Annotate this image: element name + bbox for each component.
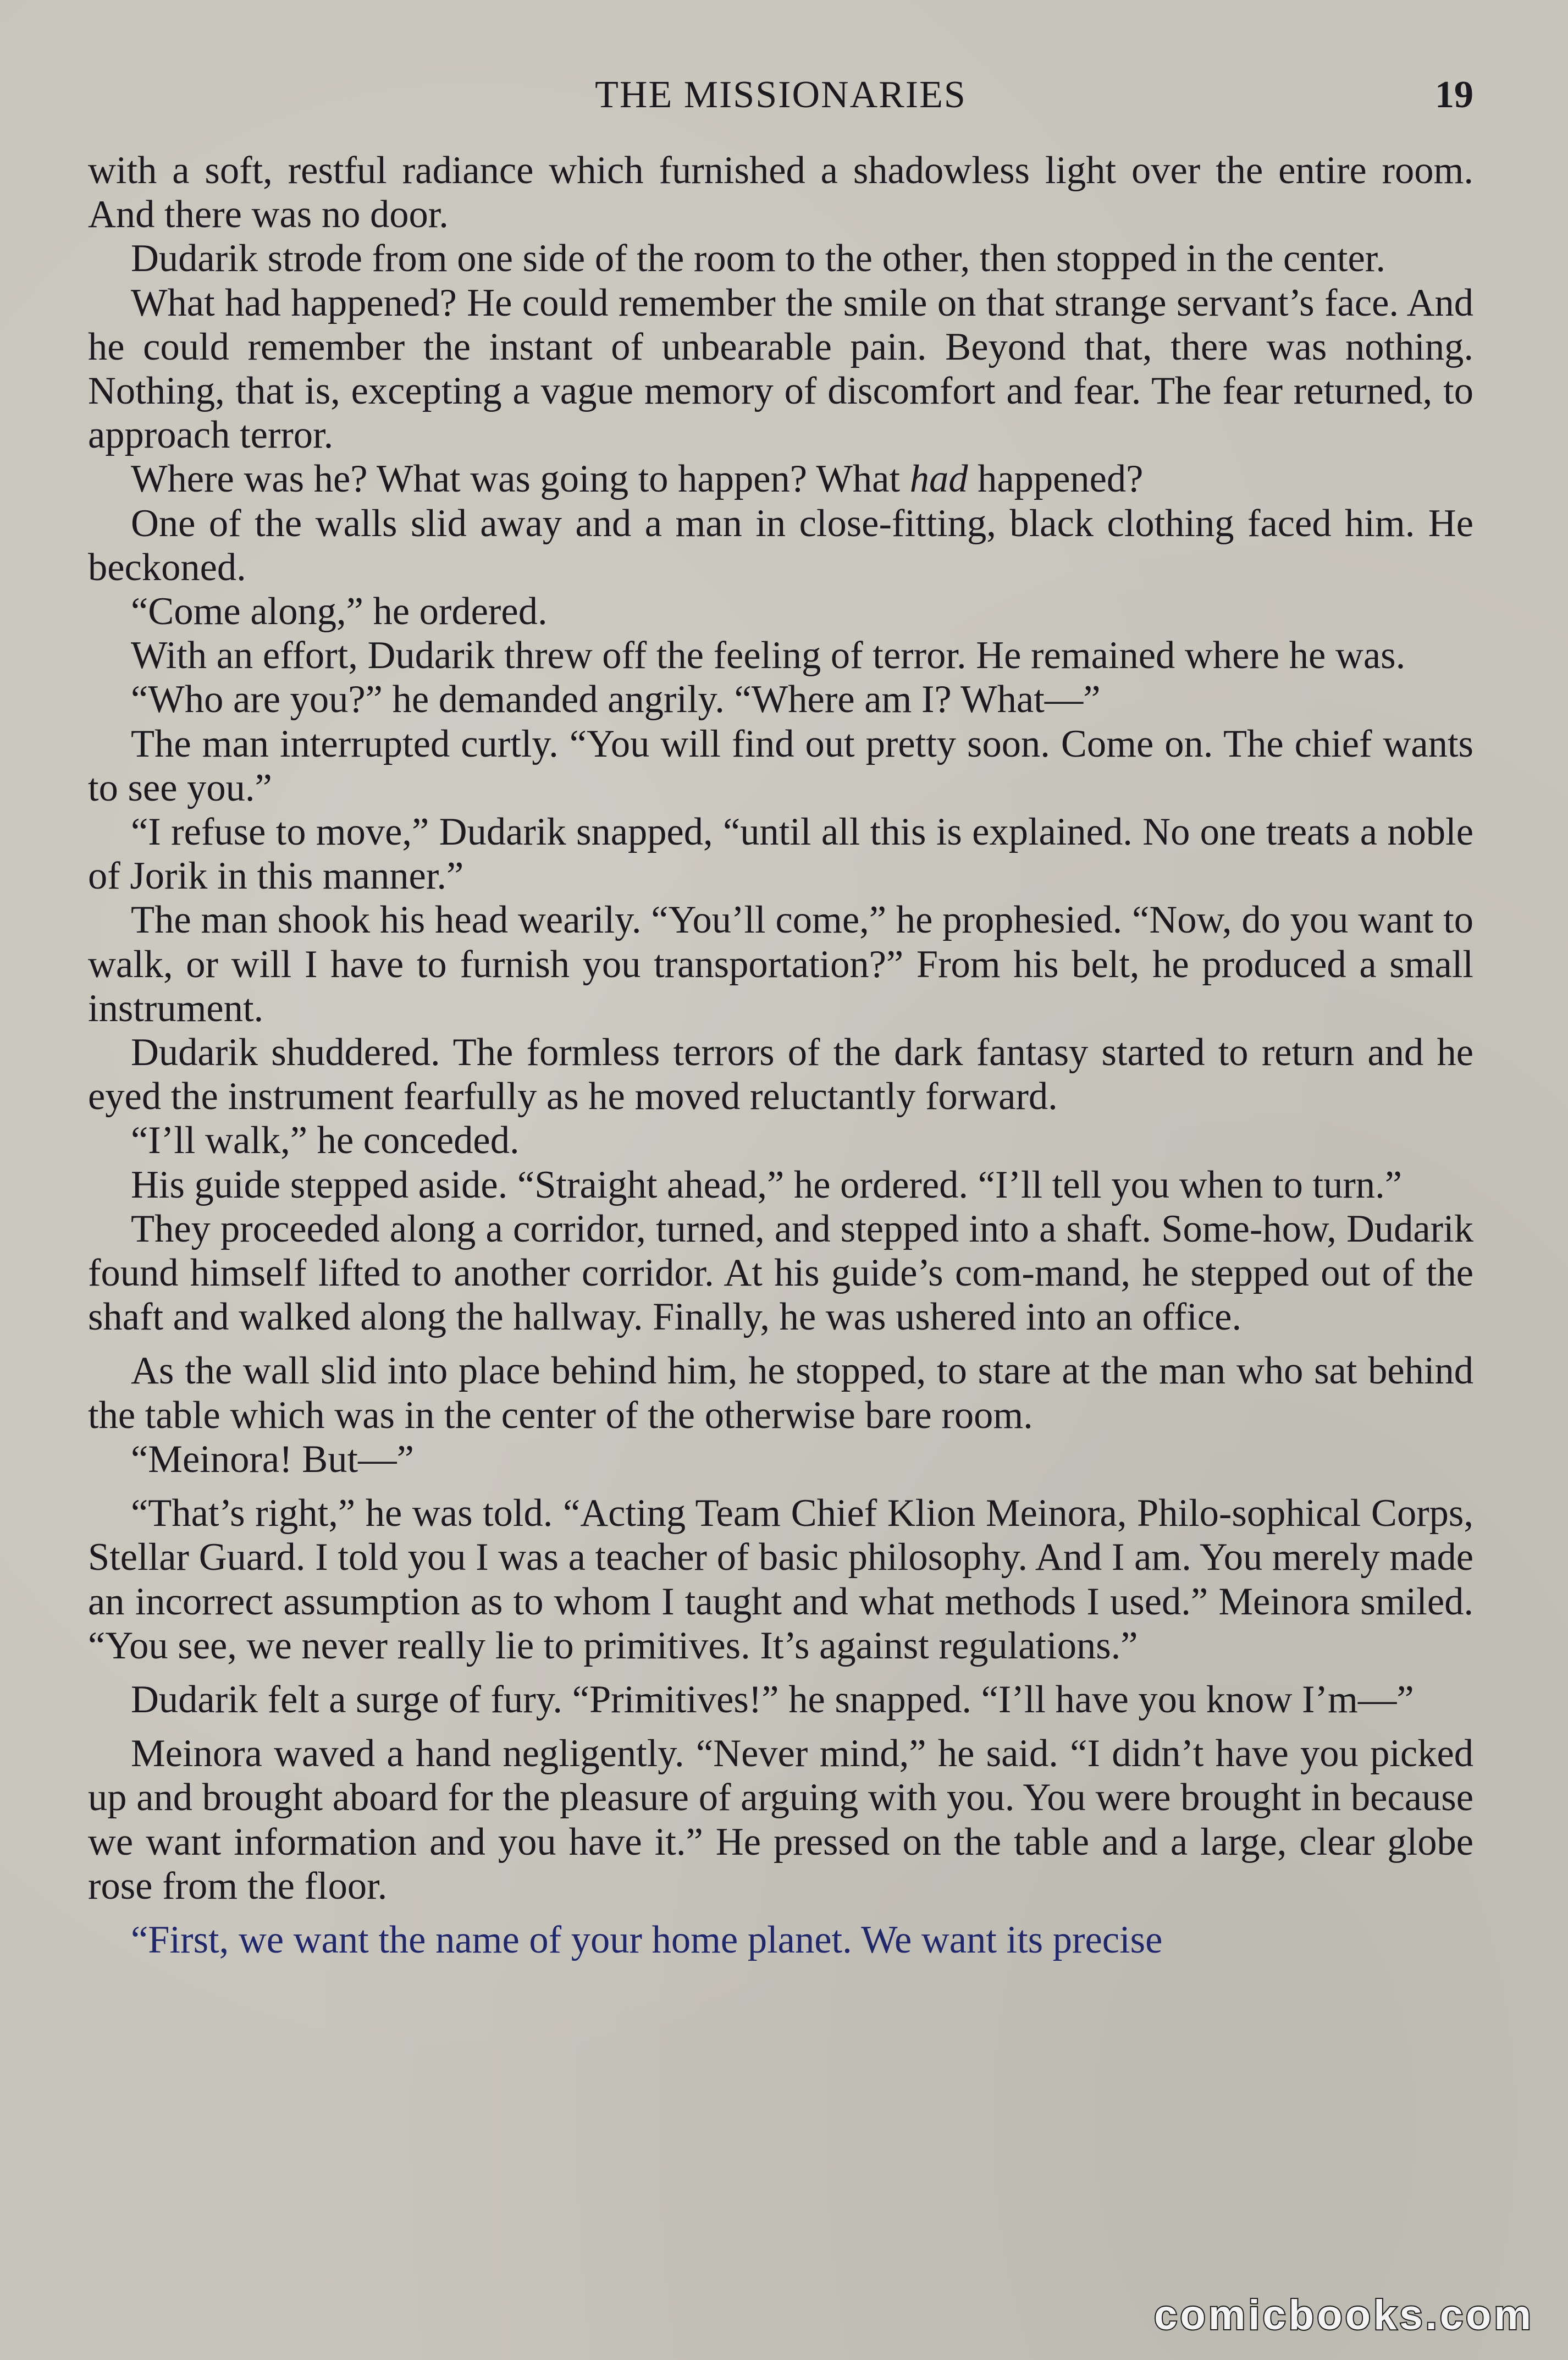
page-number: 19	[1435, 74, 1473, 116]
paragraph: The man interrupted curtly. “You will find out pretty soon. Come on. The chief wants to see you.”	[88, 722, 1473, 809]
paragraph: “I’ll walk,” he conceded.	[131, 1119, 520, 1162]
paragraph: “Who are you?” he demanded angrily. “Where am I? What—”	[131, 678, 1101, 721]
paragraph: “I refuse to move,” Dudarik snapped, “until all this is explained. No one treats a noble of Jorik in this manner.”	[88, 810, 1473, 898]
paragraph: As the wall slid into place behind him, he stopped, to stare at the man who sat behind the table which was in the center of the otherwise bare room.	[88, 1349, 1473, 1437]
paragraph: with a soft, restful radiance which furnished a shadowless light over the entire room. And there was no door.	[88, 149, 1473, 236]
chapter-title: THE MISSIONARIES	[595, 74, 967, 116]
paragraph: Dudarik strode from one side of the room to the other, then stopped in the center.	[131, 237, 1385, 280]
running-head	[88, 70, 1473, 120]
body-text	[88, 148, 1473, 1962]
paragraph: “That’s right,” he was told. “Acting Team Chief Klion Meinora, Philo-sophical Corps, Stellar Guard. I told you I was a teacher of basic philosophy. And I am. You merely made an incorrect assumption as to whom I taught and what methods I used.” Meinora smiled. “You see, we never really lie to primitives. It’s against regulations.”	[88, 1492, 1473, 1667]
paragraph: His guide stepped aside. “Straight ahead,” he ordered. “I’ll tell you when to turn.”	[131, 1163, 1403, 1206]
paragraph: “Meinora! But—”	[131, 1437, 414, 1481]
paragraph: With an effort, Dudarik threw off the feeling of terror. He remained where he was.	[131, 634, 1406, 677]
paragraph: Meinora waved a hand negligently. “Never mind,” he said. “I didn’t have you picked up and brought aboard for the pleasure of arguing with you. You were brought in because we want information and you have it.” He pressed on the table and a large, clear globe rose from the floor.	[88, 1732, 1473, 1907]
paragraph: They proceeded along a corridor, turned, and stepped into a shaft. Some-how, Dudarik found himself lifted to another corridor. At his guide’s com-mand, he stepped out of the shaft and walked along the hallway. Finally, he was ushered into an office.	[88, 1207, 1473, 1339]
paragraph: One of the walls slid away and a man in close-fitting, black clothing faced him. He beckoned.	[88, 501, 1473, 589]
watermark: comicbooks.com	[1154, 2292, 1534, 2339]
paragraph: “First, we want the name of your home planet. We want its precise	[131, 1918, 1163, 1961]
paragraph: What had happened? He could remember the smile on that strange servant’s face. And he could remember the instant of unbearable pain. Beyond that, there was nothing. Nothing, that is, excepting a vague memory of discomfort and fear. The fear returned, to approach terror.	[88, 281, 1473, 457]
paragraph: “Come along,” he ordered.	[131, 590, 548, 633]
paragraph: Dudarik felt a surge of fury. “Primitives!” he snapped. “I’ll have you know I’m—”	[131, 1678, 1414, 1721]
paragraph: Dudarik shuddered. The formless terrors of the dark fantasy started to return and he eyed the instrument fearfully as he moved reluctantly forward.	[88, 1031, 1473, 1118]
paragraph: The man shook his head wearily. “You’ll come,” he prophesied. “Now, do you want to walk, or will I have to furnish you transportation?” From his belt, he produced a small instrument.	[88, 898, 1473, 1030]
emphasis: had	[909, 457, 968, 501]
paragraph: Where was he? What was going to happen? What had happened?	[131, 457, 1144, 501]
